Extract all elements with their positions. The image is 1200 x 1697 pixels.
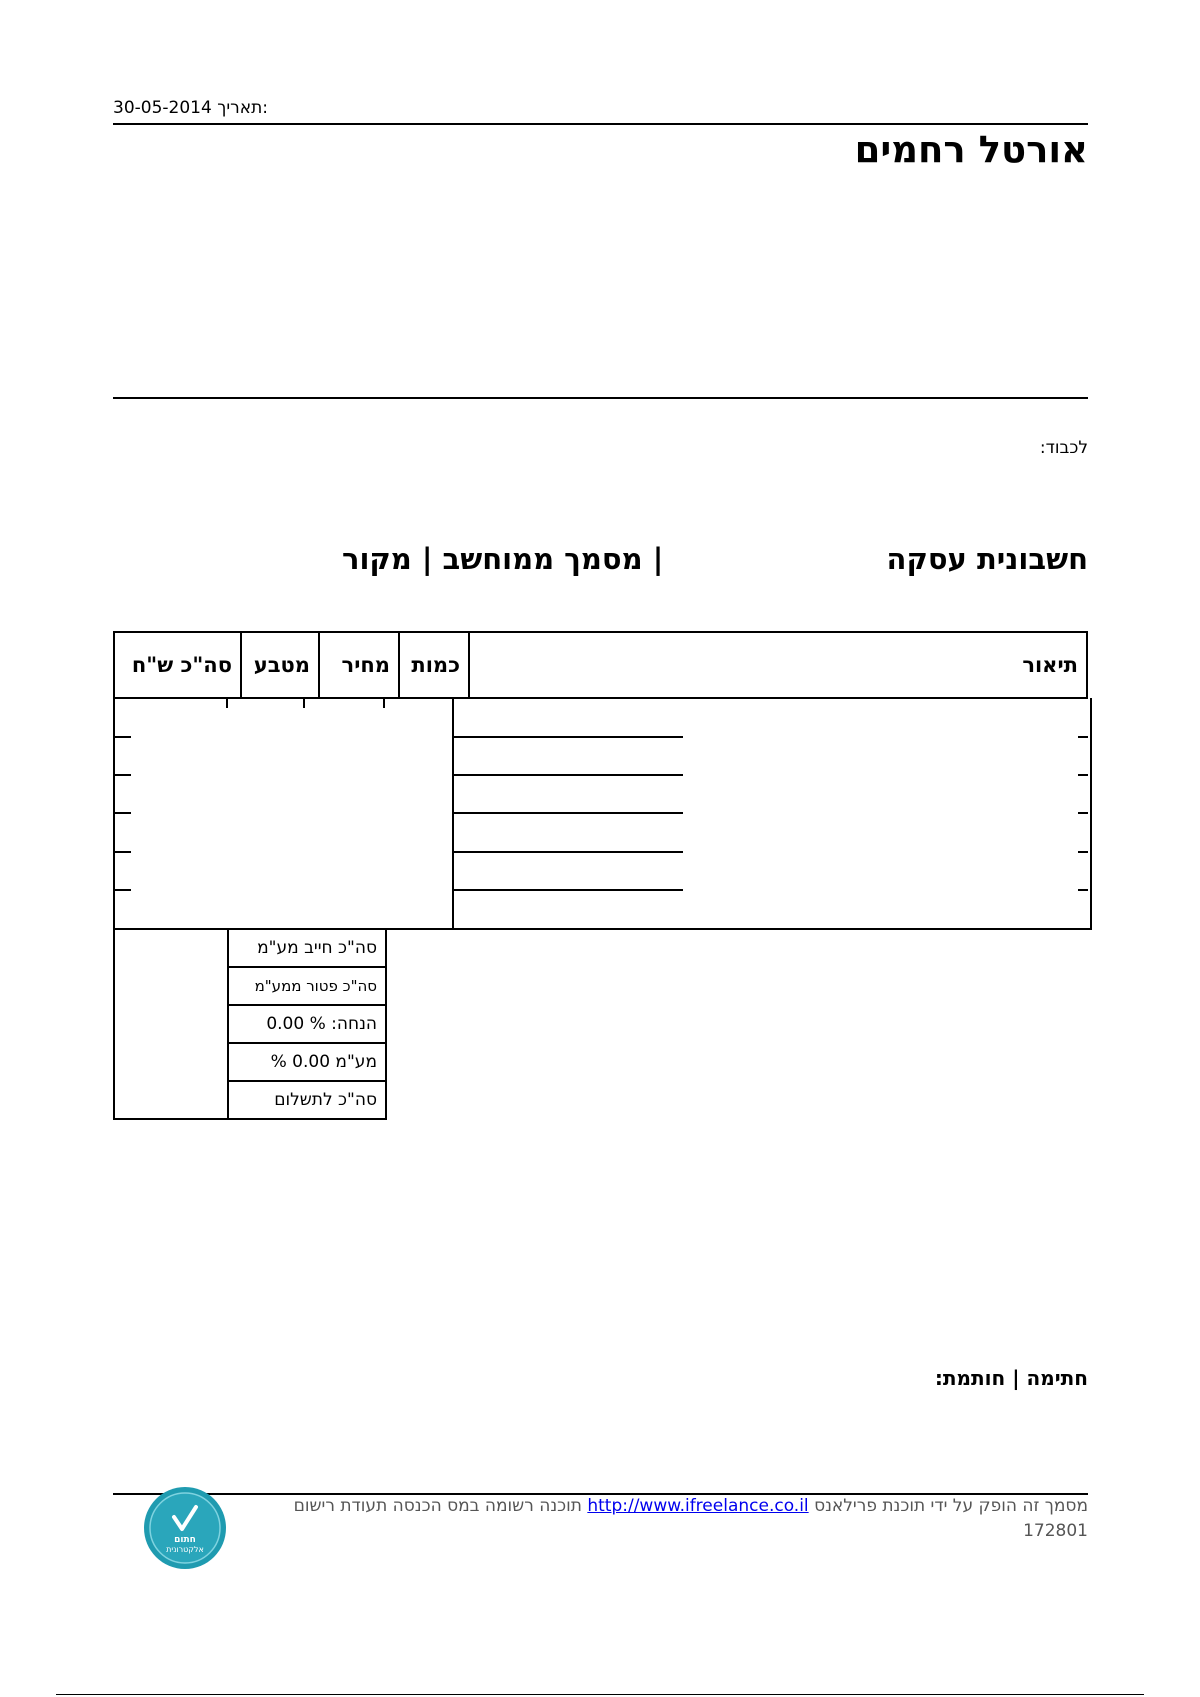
table-row: [452, 736, 683, 738]
column-stub: [303, 698, 305, 708]
date-value: 30-05-2014: [113, 98, 212, 118]
row-tick: [1078, 812, 1088, 814]
col-quantity: כמות: [399, 632, 469, 698]
items-header-row: [114, 632, 1087, 698]
col-description: תיאור: [469, 632, 1087, 698]
row-tick: [1078, 889, 1088, 891]
vat-label: מע"מ 0.00 %: [228, 1043, 386, 1081]
business-name: אורטל רחמים: [854, 128, 1088, 171]
totals-table: [113, 928, 387, 1120]
total-to-pay-label: סה"כ לתשלום: [228, 1081, 386, 1119]
signature-label: חתימה | חותמת:: [934, 1366, 1088, 1390]
column-stub: [226, 698, 228, 708]
row-tick: [113, 774, 131, 776]
table-row: [452, 851, 683, 853]
date-label: תאריך:: [217, 98, 269, 118]
header-divider: [113, 123, 1088, 125]
document-title: חשבונית עסקה: [886, 542, 1088, 576]
row-tick: [1078, 851, 1088, 853]
address-divider: [113, 397, 1088, 399]
svg-text:חתום: חתום: [174, 1535, 196, 1545]
vat-exempt-label: סה"כ פטור ממע"מ: [228, 967, 386, 1005]
table-row: [452, 774, 683, 776]
col-currency: מטבע: [241, 632, 319, 698]
table-row: [452, 889, 683, 891]
document-subtitle: | מסמך ממוחשב | מקור: [342, 542, 664, 576]
page-bottom-rule: [56, 1694, 1144, 1695]
items-table: [113, 631, 1088, 699]
row-tick: [113, 736, 131, 738]
total-value: [114, 1043, 228, 1081]
totals-row: [114, 1005, 386, 1043]
total-value: [114, 967, 228, 1005]
totals-row: [114, 1043, 386, 1081]
totals-row: [114, 929, 386, 967]
freelance-link[interactable]: http://www.ifreelance.co.il: [587, 1496, 809, 1516]
row-tick: [113, 889, 131, 891]
vat-liable-label: סה"כ חייב מע"מ: [228, 929, 386, 967]
footer-text-before: מסמך זה הופק על ידי תוכנת פרילאנס: [814, 1496, 1088, 1516]
row-tick: [113, 812, 131, 814]
total-value: [114, 1005, 228, 1043]
col-total-ils: סה"כ ש"ח: [114, 632, 241, 698]
column-stub: [383, 698, 385, 708]
svg-text:אלקטרונית: אלקטרונית: [166, 1545, 204, 1554]
electronic-seal-icon: [142, 1485, 228, 1571]
totals-row: [114, 1081, 386, 1119]
items-body: [113, 698, 1092, 930]
totals-row: [114, 967, 386, 1005]
table-row: [452, 812, 683, 814]
row-tick: [113, 851, 131, 853]
row-tick: [1078, 774, 1088, 776]
footer-text-after: תוכנה רשומה במס הכנסה תעודת רישום 172801: [293, 1496, 1088, 1541]
total-value: [114, 1081, 228, 1119]
document-date: [113, 98, 268, 118]
recipient-label: לכבוד:: [1039, 438, 1088, 458]
footer-text: [225, 1494, 1088, 1544]
discount-label: הנחה: % 0.00: [228, 1005, 386, 1043]
col-price: מחיר: [319, 632, 399, 698]
total-value: [114, 929, 228, 967]
row-tick: [1078, 736, 1088, 738]
